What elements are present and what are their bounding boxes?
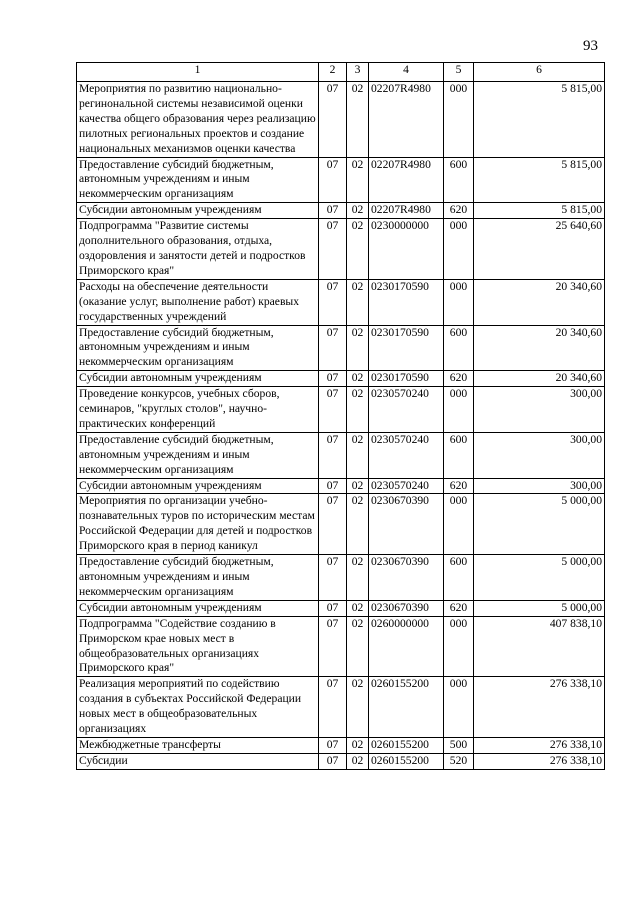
page-number: 93 bbox=[583, 38, 598, 54]
row-amount-cell: 20 340,60 bbox=[474, 371, 605, 387]
row-amount-cell: 20 340,60 bbox=[474, 279, 605, 325]
row-section-cell: 07 bbox=[319, 157, 347, 203]
row-section-cell: 07 bbox=[319, 555, 347, 601]
row-expense-type-cell: 000 bbox=[444, 387, 474, 433]
table-row bbox=[77, 325, 605, 371]
row-subsection-cell: 02 bbox=[347, 494, 369, 555]
row-target-code-cell: 0260155200 bbox=[369, 677, 444, 738]
row-amount-cell: 276 338,10 bbox=[474, 753, 605, 769]
row-target-code-cell: 0260155200 bbox=[369, 737, 444, 753]
row-subsection-cell: 02 bbox=[347, 82, 369, 158]
row-section-cell: 07 bbox=[319, 82, 347, 158]
row-subsection-cell: 02 bbox=[347, 478, 369, 494]
row-name-cell: Субсидии автономным учреждениям bbox=[77, 478, 319, 494]
row-target-code-cell: 0230570240 bbox=[369, 432, 444, 478]
table-row bbox=[77, 371, 605, 387]
row-section-cell: 07 bbox=[319, 478, 347, 494]
row-expense-type-cell: 600 bbox=[444, 157, 474, 203]
header-col-4: 4 bbox=[369, 63, 444, 82]
row-expense-type-cell: 620 bbox=[444, 203, 474, 219]
row-target-code-cell: 02207R4980 bbox=[369, 82, 444, 158]
row-target-code-cell: 0260155200 bbox=[369, 753, 444, 769]
header-col-5: 5 bbox=[444, 63, 474, 82]
row-expense-type-cell: 620 bbox=[444, 478, 474, 494]
table-row bbox=[77, 203, 605, 219]
row-amount-cell: 25 640,60 bbox=[474, 219, 605, 280]
header-col-1: 1 bbox=[77, 63, 319, 82]
row-target-code-cell: 0230670390 bbox=[369, 494, 444, 555]
row-expense-type-cell: 600 bbox=[444, 432, 474, 478]
table-row bbox=[77, 432, 605, 478]
row-name-cell: Подпрограмма "Содействие созданию в Приморском крае новых мест в общеобразовательных организациях Приморского края" bbox=[77, 616, 319, 677]
row-amount-cell: 5 000,00 bbox=[474, 494, 605, 555]
row-expense-type-cell: 620 bbox=[444, 371, 474, 387]
row-name-cell: Предоставление субсидий бюджетным, автономным учреждениям и иным некоммерческим организациям bbox=[77, 432, 319, 478]
row-target-code-cell: 0230000000 bbox=[369, 219, 444, 280]
table-row bbox=[77, 616, 605, 677]
row-section-cell: 07 bbox=[319, 616, 347, 677]
table-row bbox=[77, 279, 605, 325]
row-subsection-cell: 02 bbox=[347, 387, 369, 433]
table-row bbox=[77, 494, 605, 555]
table-row bbox=[77, 219, 605, 280]
row-target-code-cell: 0230170590 bbox=[369, 279, 444, 325]
row-subsection-cell: 02 bbox=[347, 555, 369, 601]
table-row bbox=[77, 677, 605, 738]
row-expense-type-cell: 000 bbox=[444, 494, 474, 555]
table-body bbox=[77, 82, 605, 770]
row-subsection-cell: 02 bbox=[347, 600, 369, 616]
row-name-cell: Субсидии bbox=[77, 753, 319, 769]
row-amount-cell: 300,00 bbox=[474, 432, 605, 478]
row-amount-cell: 5 815,00 bbox=[474, 82, 605, 158]
table-row bbox=[77, 387, 605, 433]
table-row bbox=[77, 555, 605, 601]
row-name-cell: Подпрограмма "Развитие системы дополнительного образования, отдыха, оздоровления и занятости детей и подростков Приморского края" bbox=[77, 219, 319, 280]
header-col-2: 2 bbox=[319, 63, 347, 82]
row-subsection-cell: 02 bbox=[347, 203, 369, 219]
row-subsection-cell: 02 bbox=[347, 616, 369, 677]
row-target-code-cell: 0260000000 bbox=[369, 616, 444, 677]
budget-table bbox=[76, 62, 605, 770]
row-expense-type-cell: 000 bbox=[444, 219, 474, 280]
row-target-code-cell: 0230170590 bbox=[369, 325, 444, 371]
row-amount-cell: 276 338,10 bbox=[474, 677, 605, 738]
row-target-code-cell: 0230170590 bbox=[369, 371, 444, 387]
table-row bbox=[77, 737, 605, 753]
header-col-3: 3 bbox=[347, 63, 369, 82]
row-section-cell: 07 bbox=[319, 737, 347, 753]
row-amount-cell: 20 340,60 bbox=[474, 325, 605, 371]
row-section-cell: 07 bbox=[319, 325, 347, 371]
row-amount-cell: 5 815,00 bbox=[474, 157, 605, 203]
header-col-6: 6 bbox=[474, 63, 605, 82]
row-expense-type-cell: 600 bbox=[444, 555, 474, 601]
row-amount-cell: 5 000,00 bbox=[474, 600, 605, 616]
table-row bbox=[77, 157, 605, 203]
row-amount-cell: 276 338,10 bbox=[474, 737, 605, 753]
row-amount-cell: 407 838,10 bbox=[474, 616, 605, 677]
row-expense-type-cell: 500 bbox=[444, 737, 474, 753]
row-subsection-cell: 02 bbox=[347, 371, 369, 387]
row-name-cell: Предоставление субсидий бюджетным, автономным учреждениям и иным некоммерческим организациям bbox=[77, 555, 319, 601]
row-expense-type-cell: 000 bbox=[444, 279, 474, 325]
row-name-cell: Субсидии автономным учреждениям bbox=[77, 203, 319, 219]
row-subsection-cell: 02 bbox=[347, 279, 369, 325]
row-name-cell: Предоставление субсидий бюджетным, автономным учреждениям и иным некоммерческим организациям bbox=[77, 157, 319, 203]
row-target-code-cell: 02207R4980 bbox=[369, 157, 444, 203]
row-section-cell: 07 bbox=[319, 677, 347, 738]
row-name-cell: Расходы на обеспечение деятельности (оказание услуг, выполнение работ) краевых государственных учреждений bbox=[77, 279, 319, 325]
row-subsection-cell: 02 bbox=[347, 432, 369, 478]
row-subsection-cell: 02 bbox=[347, 157, 369, 203]
row-expense-type-cell: 000 bbox=[444, 82, 474, 158]
row-expense-type-cell: 600 bbox=[444, 325, 474, 371]
row-section-cell: 07 bbox=[319, 753, 347, 769]
row-amount-cell: 300,00 bbox=[474, 478, 605, 494]
row-amount-cell: 300,00 bbox=[474, 387, 605, 433]
row-name-cell: Субсидии автономным учреждениям bbox=[77, 600, 319, 616]
row-amount-cell: 5 815,00 bbox=[474, 203, 605, 219]
row-expense-type-cell: 620 bbox=[444, 600, 474, 616]
row-target-code-cell: 0230670390 bbox=[369, 555, 444, 601]
row-subsection-cell: 02 bbox=[347, 325, 369, 371]
table-row bbox=[77, 600, 605, 616]
table-row bbox=[77, 82, 605, 158]
row-name-cell: Межбюджетные трансферты bbox=[77, 737, 319, 753]
row-name-cell: Мероприятия по развитию национально-регинональной системы независимой оценки качества общего образования через реализацию пилотных региональных проектов и создание национальных механизмов оценки качества bbox=[77, 82, 319, 158]
row-expense-type-cell: 520 bbox=[444, 753, 474, 769]
row-section-cell: 07 bbox=[319, 600, 347, 616]
row-name-cell: Проведение конкурсов, учебных сборов, семинаров, "круглых столов", научно-практических конференций bbox=[77, 387, 319, 433]
row-name-cell: Субсидии автономным учреждениям bbox=[77, 371, 319, 387]
row-target-code-cell: 0230570240 bbox=[369, 478, 444, 494]
row-expense-type-cell: 000 bbox=[444, 677, 474, 738]
table-header-row bbox=[77, 63, 605, 82]
row-section-cell: 07 bbox=[319, 387, 347, 433]
row-subsection-cell: 02 bbox=[347, 737, 369, 753]
row-subsection-cell: 02 bbox=[347, 219, 369, 280]
row-target-code-cell: 0230570240 bbox=[369, 387, 444, 433]
row-section-cell: 07 bbox=[319, 494, 347, 555]
row-section-cell: 07 bbox=[319, 203, 347, 219]
row-section-cell: 07 bbox=[319, 279, 347, 325]
row-amount-cell: 5 000,00 bbox=[474, 555, 605, 601]
row-target-code-cell: 02207R4980 bbox=[369, 203, 444, 219]
table-row bbox=[77, 478, 605, 494]
row-section-cell: 07 bbox=[319, 432, 347, 478]
row-name-cell: Предоставление субсидий бюджетным, автономным учреждениям и иным некоммерческим организациям bbox=[77, 325, 319, 371]
row-section-cell: 07 bbox=[319, 219, 347, 280]
table-row bbox=[77, 753, 605, 769]
row-expense-type-cell: 000 bbox=[444, 616, 474, 677]
row-subsection-cell: 02 bbox=[347, 677, 369, 738]
row-name-cell: Мероприятия по организации учебно-познавательных туров по историческим местам Российской Федерации для детей и подростков Приморского края в период каникул bbox=[77, 494, 319, 555]
row-name-cell: Реализация мероприятий по содействию создания в субъектах Российской Федерации новых мест в общеобразовательных организациях bbox=[77, 677, 319, 738]
row-section-cell: 07 bbox=[319, 371, 347, 387]
row-target-code-cell: 0230670390 bbox=[369, 600, 444, 616]
row-subsection-cell: 02 bbox=[347, 753, 369, 769]
